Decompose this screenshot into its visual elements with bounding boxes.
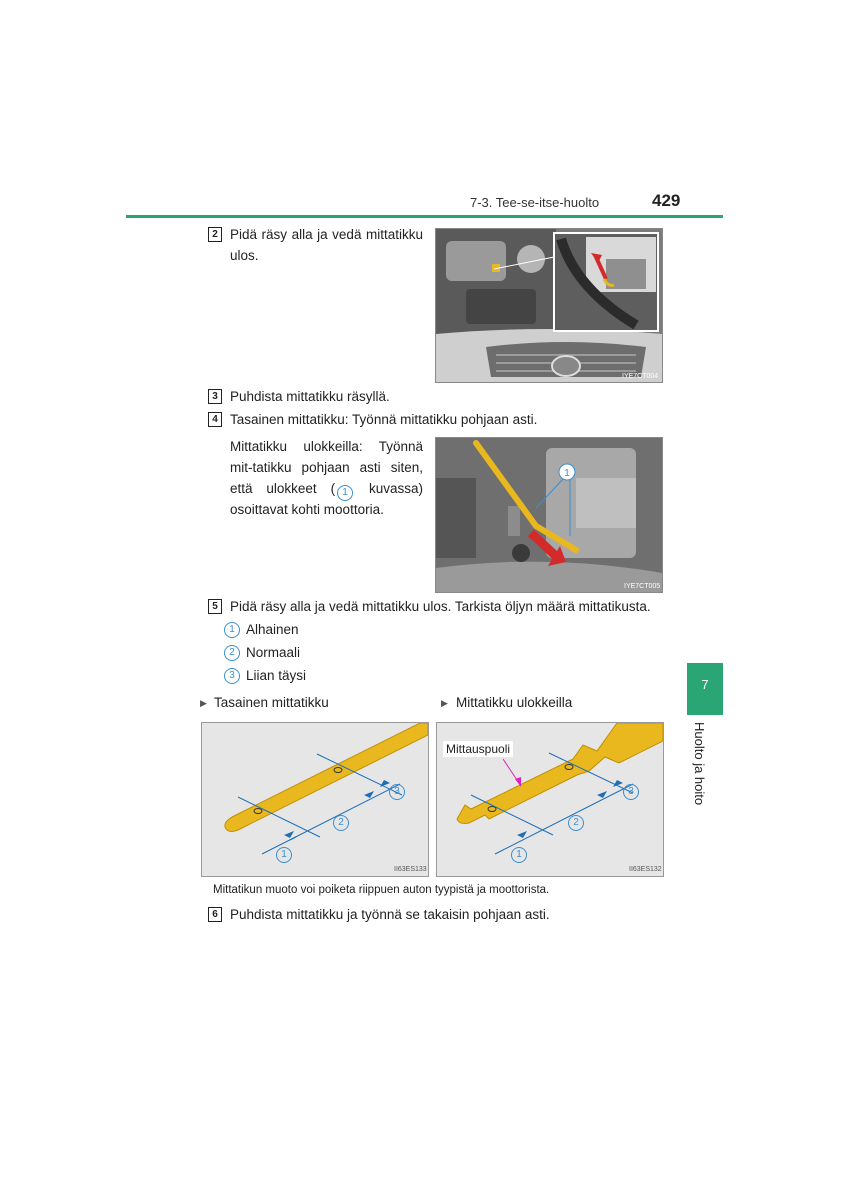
step-number-4: 4 — [208, 412, 222, 427]
level-label-2: Normaali — [246, 645, 301, 660]
tabbed-dipstick-title: Mittatikku ulokkeilla — [456, 695, 573, 710]
step-4-tabbed-text-b: kuvassa) osoittavat kohti moottoria. — [230, 481, 423, 517]
measuring-side-label: Mittauspuoli — [443, 741, 513, 757]
level-number-1: 1 — [224, 622, 240, 638]
dipstick-insert-illustration — [436, 438, 662, 592]
step-number-5: 5 — [208, 599, 222, 614]
flat-dipstick-title: Tasainen mittatikku — [214, 695, 329, 710]
tabbed-callout-3: 3 — [623, 784, 639, 800]
flat-diagram-code: II63ES133 — [394, 866, 427, 873]
flat-callout-3: 3 — [389, 784, 405, 800]
header-rule — [126, 215, 723, 218]
triangle-bullet-icon: ▶ — [441, 698, 448, 708]
photo-code-top: IYE7CT004 — [622, 373, 659, 380]
dipstick-shape-note: Mittatikun muoto voi poiketa riippuen auton tyypistä ja moottorista. — [213, 884, 550, 896]
dipstick-insert-photo — [435, 437, 663, 593]
step-4-text: Tasainen mittatikku: Työnnä mittatikku pohjaan asti. — [230, 412, 538, 427]
photo-code-mid: IYE7CT005 — [624, 583, 661, 590]
tabbed-callout-2: 2 — [568, 815, 584, 831]
level-label-3: Liian täysi — [246, 668, 307, 683]
engine-bay-photo — [435, 228, 663, 383]
step-number-3: 3 — [208, 389, 222, 404]
step-number-6: 6 — [208, 907, 222, 922]
step-3-text: Puhdista mittatikku räsyllä. — [230, 389, 390, 404]
chapter-tab: 7 — [687, 663, 723, 715]
tabbed-callout-1: 1 — [511, 847, 527, 863]
step-2-text: Pidä räsy alla ja vedä mittatikku ulos. — [230, 227, 423, 263]
level-number-3: 3 — [224, 668, 240, 684]
level-number-2: 2 — [224, 645, 240, 661]
tabbed-diagram-code: II63ES132 — [629, 866, 662, 873]
engine-bay-illustration — [436, 229, 662, 382]
chapter-label: Huolto ja hoito — [692, 722, 707, 806]
triangle-bullet-icon: ▶ — [200, 698, 207, 708]
callout-1-inline: 1 — [337, 485, 353, 501]
level-label-1: Alhainen — [246, 622, 299, 637]
section-title: 7-3. Tee-se-itse-huolto — [470, 195, 600, 210]
flat-dipstick-diagram — [201, 722, 429, 877]
flat-callout-2: 2 — [333, 815, 349, 831]
flat-callout-1: 1 — [276, 847, 292, 863]
tabbed-dipstick-diagram — [436, 722, 664, 877]
step-number-2: 2 — [208, 227, 222, 242]
step-6-text: Puhdista mittatikku ja työnnä se takaisin pohjaan asti. — [230, 907, 550, 922]
page-number: 429 — [652, 191, 681, 210]
step-5-text: Pidä räsy alla ja vedä mittatikku ulos. Tarkista öljyn määrä mittatikusta. — [230, 599, 651, 614]
step-4-tabbed-text-a: Mittatikku ulokkeilla: Työnnä mit-tatikku pohjaan asti siten, että ulokkeet ( — [230, 439, 423, 496]
step-4-tabbed-text — [230, 436, 423, 520]
photo-callout-1: 1 — [564, 468, 570, 479]
